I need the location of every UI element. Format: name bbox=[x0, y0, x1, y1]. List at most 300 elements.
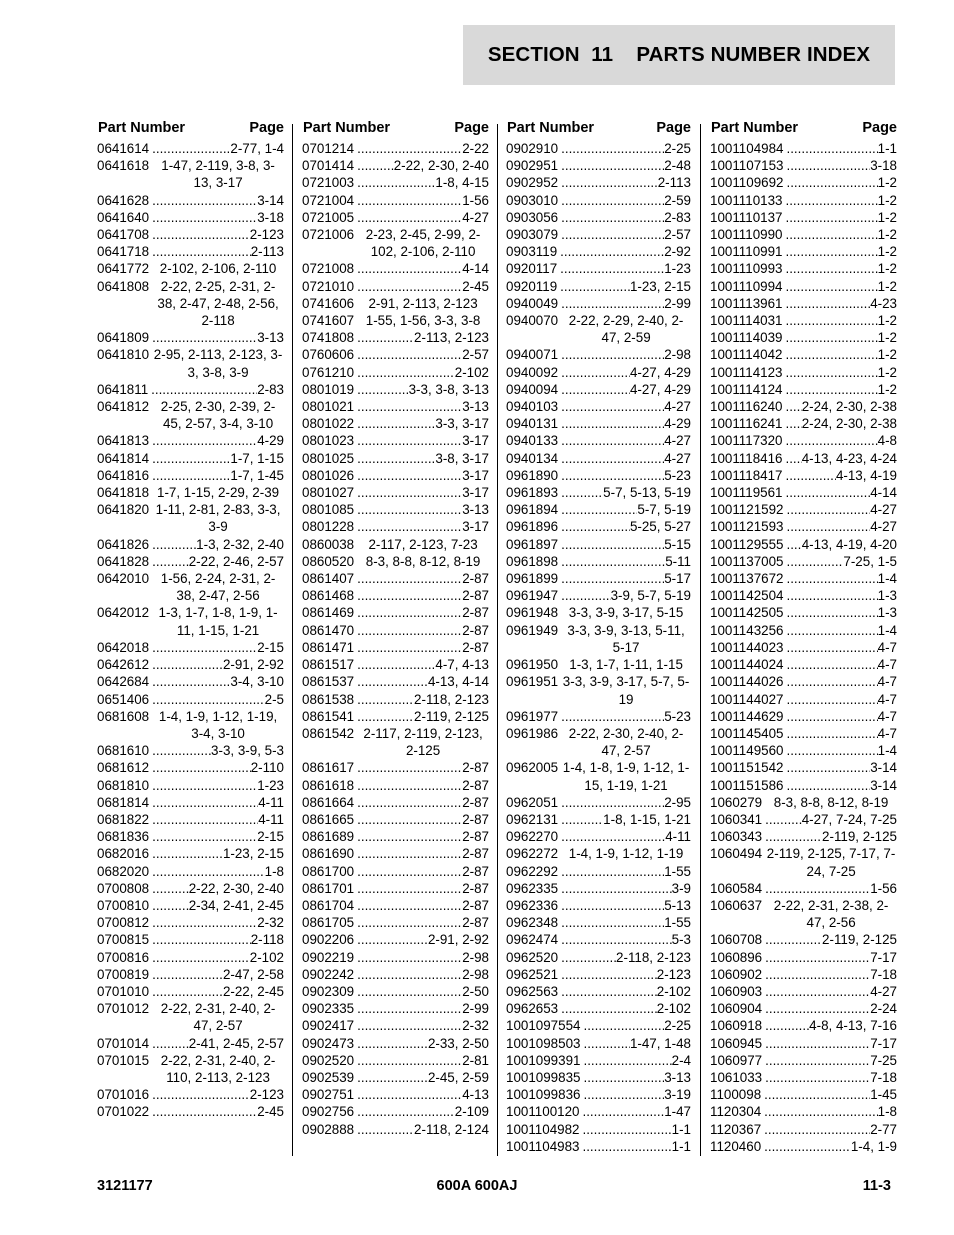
part-number: 1060279 bbox=[710, 794, 763, 810]
part-number: 0902952 bbox=[506, 175, 559, 191]
part-number: 0903010 bbox=[506, 192, 559, 208]
index-entry bbox=[506, 278, 691, 295]
part-number-heading: Part Number bbox=[711, 120, 799, 136]
page-references: 2-50 bbox=[462, 983, 489, 999]
page-references: 2-118, 2-124 bbox=[414, 1121, 489, 1137]
index-entry bbox=[302, 828, 489, 845]
part-number: 0641828 bbox=[97, 553, 150, 569]
page-references: 2-83 bbox=[664, 209, 691, 225]
part-number: 1001113961 bbox=[710, 295, 783, 311]
page-references: 3-14 bbox=[870, 777, 897, 793]
part-number: 0861517 bbox=[302, 657, 355, 673]
part-number: 0801023 bbox=[302, 433, 355, 449]
part-number: 0961896 bbox=[506, 519, 559, 535]
part-number: 0700810 bbox=[97, 897, 150, 913]
dot-leader bbox=[782, 192, 877, 209]
page-references: 4-13, 4-14 bbox=[427, 674, 489, 690]
page-references: 4-11 bbox=[665, 829, 691, 845]
page-references: 2-22, 2-30, 2-40, 2-47, 2-57 bbox=[568, 725, 684, 759]
part-number: 0861701 bbox=[302, 880, 355, 896]
dot-leader bbox=[354, 174, 435, 191]
index-entry bbox=[302, 536, 489, 553]
index-entry bbox=[302, 501, 489, 518]
page-references: 1-8, 4-15 bbox=[435, 175, 489, 191]
page-references: 2-117, 2-123, 7-23 bbox=[368, 536, 478, 552]
part-number: 1001114123 bbox=[710, 364, 783, 380]
index-entry bbox=[710, 432, 897, 449]
part-number: 0721010 bbox=[302, 278, 355, 294]
part-number: 0721004 bbox=[302, 192, 355, 208]
part-number: 0801019 bbox=[302, 381, 355, 397]
page-references: 7-17 bbox=[870, 1035, 897, 1051]
dot-leader bbox=[762, 1069, 870, 1086]
dot-leader bbox=[782, 432, 877, 449]
part-number: 0861470 bbox=[302, 622, 355, 638]
index-entry bbox=[97, 880, 284, 897]
page-references: 2-87 bbox=[462, 605, 489, 621]
page-references: 2-22, 2-30, 2-40 bbox=[393, 158, 489, 174]
page-references: 1-7, 1-15, 2-29, 2-39 bbox=[157, 485, 280, 501]
part-number: 0700816 bbox=[97, 949, 150, 965]
part-number: 0801228 bbox=[302, 519, 355, 535]
page-references: 1-2 bbox=[877, 227, 897, 243]
index-entry bbox=[97, 1086, 284, 1103]
index-entry bbox=[302, 1121, 489, 1138]
part-number: 0902219 bbox=[302, 949, 355, 965]
part-number: 0721006 bbox=[302, 227, 355, 243]
index-entry bbox=[710, 656, 897, 673]
index-entry bbox=[710, 295, 897, 312]
page-references: 1-55 bbox=[664, 915, 691, 931]
index-entry bbox=[302, 295, 489, 312]
part-number: 1001116241 bbox=[710, 416, 783, 432]
dot-leader bbox=[558, 553, 665, 570]
index-entry bbox=[506, 484, 691, 501]
page-references: 1-23 bbox=[664, 261, 691, 277]
part-number: 0641808 bbox=[97, 278, 150, 294]
dot-leader bbox=[580, 1035, 629, 1052]
page-references: 2-25 bbox=[664, 141, 691, 156]
part-number: 0861617 bbox=[302, 760, 355, 776]
page-references: 5-11 bbox=[665, 553, 691, 569]
dot-leader bbox=[783, 708, 877, 725]
dot-leader bbox=[558, 364, 630, 381]
part-number: 0902751 bbox=[302, 1087, 355, 1103]
dot-leader bbox=[354, 415, 435, 432]
page-references: 1-2 bbox=[877, 192, 897, 208]
document-number: 3121177 bbox=[97, 1178, 153, 1194]
part-number: 0641718 bbox=[97, 244, 150, 260]
part-number: 0903119 bbox=[506, 244, 558, 260]
page-references: 2-87 bbox=[462, 777, 489, 793]
part-number: 0861689 bbox=[302, 829, 355, 845]
index-entry bbox=[506, 346, 691, 363]
index-entry bbox=[506, 708, 691, 725]
part-number: 1001099391 bbox=[506, 1052, 581, 1068]
index-entry bbox=[302, 845, 489, 862]
page-references: 2-95 bbox=[664, 794, 691, 810]
index-entry bbox=[710, 518, 897, 535]
page-references: 1-2 bbox=[877, 313, 897, 329]
index-entry bbox=[710, 725, 897, 742]
index-entry bbox=[506, 1069, 691, 1086]
dot-leader bbox=[558, 828, 665, 845]
part-number: 0961899 bbox=[506, 571, 559, 587]
index-entry bbox=[506, 553, 691, 570]
dot-leader bbox=[762, 880, 870, 897]
part-number: 0681822 bbox=[97, 811, 150, 827]
page-references: 2-91, 2-113, 2-123 bbox=[368, 295, 478, 311]
index-entry bbox=[97, 811, 284, 828]
dot-leader bbox=[149, 828, 257, 845]
dot-leader bbox=[762, 966, 870, 983]
page-references: 4-27 bbox=[870, 502, 897, 518]
part-number: 0861542 bbox=[302, 725, 355, 741]
index-entry bbox=[97, 1000, 284, 1034]
index-entry bbox=[506, 828, 691, 845]
index-entry bbox=[506, 518, 691, 535]
index-entry bbox=[710, 329, 897, 346]
part-number: 1001099835 bbox=[506, 1069, 581, 1085]
dot-leader bbox=[149, 777, 257, 794]
dot-leader bbox=[783, 622, 877, 639]
part-number: 1001107153 bbox=[710, 158, 784, 174]
index-entry bbox=[710, 140, 897, 157]
part-number: 0962474 bbox=[506, 932, 559, 948]
dot-leader bbox=[558, 209, 664, 226]
dot-leader bbox=[762, 1035, 870, 1052]
part-number: 0861469 bbox=[302, 605, 355, 621]
page-references: 3-13 bbox=[257, 330, 284, 346]
dot-leader bbox=[354, 880, 462, 897]
index-entry bbox=[97, 1052, 284, 1086]
page-references: 2-15 bbox=[257, 829, 284, 845]
dot-leader bbox=[149, 794, 258, 811]
page-references: 3-17 bbox=[462, 485, 489, 501]
index-entry bbox=[302, 587, 489, 604]
part-number: 0861468 bbox=[302, 588, 355, 604]
index-entry bbox=[302, 398, 489, 415]
dot-leader bbox=[782, 398, 801, 415]
page-references: 1-3, 1-7, 1-11, 1-15 bbox=[569, 657, 683, 673]
part-number: 0940094 bbox=[506, 381, 559, 397]
index-entry bbox=[97, 140, 284, 157]
index-entry bbox=[506, 192, 691, 209]
index-entry bbox=[97, 845, 284, 862]
dot-leader bbox=[354, 587, 462, 604]
part-number: 1060708 bbox=[710, 932, 763, 948]
part-number: 1001142505 bbox=[710, 605, 784, 621]
index-entry bbox=[710, 450, 897, 467]
index-entry bbox=[302, 863, 489, 880]
index-column-3 bbox=[506, 118, 691, 1155]
page-references: 1-3 bbox=[877, 605, 897, 621]
part-number: 0760606 bbox=[302, 347, 355, 363]
dot-leader bbox=[558, 518, 630, 535]
page-references: 2-87 bbox=[462, 794, 489, 810]
dot-leader bbox=[558, 914, 664, 931]
dot-leader bbox=[783, 691, 877, 708]
part-number: 0920119 bbox=[506, 278, 558, 294]
part-number: 1001110137 bbox=[710, 209, 783, 225]
index-entry bbox=[710, 794, 897, 811]
page-references: 1-7, 1-15 bbox=[230, 450, 284, 466]
index-entry bbox=[97, 381, 284, 398]
part-number: 0861537 bbox=[302, 674, 355, 690]
page-references: 5-15 bbox=[664, 536, 691, 552]
part-number: 1060343 bbox=[710, 829, 763, 845]
index-entry bbox=[710, 570, 897, 587]
dot-leader bbox=[149, 897, 189, 914]
part-number: 1001144024 bbox=[710, 657, 784, 673]
part-number: 1001104983 bbox=[506, 1138, 580, 1154]
page-references: 1-55 bbox=[664, 863, 691, 879]
page-references: 1-4 bbox=[877, 571, 897, 587]
index-entry bbox=[710, 192, 897, 209]
dot-leader bbox=[783, 553, 843, 570]
index-entry bbox=[710, 880, 897, 897]
index-entry bbox=[302, 880, 489, 897]
index-entry bbox=[97, 467, 284, 484]
entry-list bbox=[302, 140, 489, 1138]
page-references: 2-24, 2-30, 2-38 bbox=[801, 399, 897, 415]
part-number: 0641816 bbox=[97, 467, 150, 483]
index-entry bbox=[302, 673, 489, 690]
index-entry bbox=[97, 1103, 284, 1120]
dot-leader bbox=[762, 931, 822, 948]
part-number: 1001114124 bbox=[710, 381, 783, 397]
index-entry bbox=[506, 966, 691, 983]
index-entry bbox=[97, 742, 284, 759]
dot-leader bbox=[354, 639, 462, 656]
dot-leader bbox=[557, 278, 630, 295]
dot-leader bbox=[149, 226, 250, 243]
index-entry bbox=[302, 432, 489, 449]
page-references: 2-22, 2-25, 2-31, 2-38, 2-47, 2-48, 2-56, 2-118 bbox=[157, 278, 279, 329]
dot-leader bbox=[558, 570, 664, 587]
index-entry bbox=[506, 450, 691, 467]
index-entry bbox=[97, 828, 284, 845]
index-entry bbox=[710, 1103, 897, 1120]
index-entry bbox=[97, 553, 284, 570]
page-references: 1-2 bbox=[877, 261, 897, 277]
index-entry bbox=[710, 536, 897, 553]
dot-leader bbox=[354, 1052, 462, 1069]
index-entry bbox=[302, 656, 489, 673]
page-references: 4-7 bbox=[877, 725, 897, 741]
page-references: 3-14 bbox=[870, 760, 897, 776]
page-references: 1-2 bbox=[877, 209, 897, 225]
dot-leader bbox=[354, 1035, 428, 1052]
index-entry bbox=[302, 364, 489, 381]
index-entry bbox=[97, 691, 284, 708]
part-number: 0641812 bbox=[97, 399, 150, 415]
part-number: 1100098 bbox=[710, 1087, 762, 1103]
part-number: 1001142504 bbox=[710, 588, 784, 604]
part-number: 0962563 bbox=[506, 983, 559, 999]
index-entry bbox=[302, 226, 489, 260]
part-number: 1060918 bbox=[710, 1018, 763, 1034]
part-number-heading: Part Number bbox=[303, 120, 391, 136]
dot-leader bbox=[354, 501, 462, 518]
part-number: 0641640 bbox=[97, 209, 150, 225]
index-entry bbox=[97, 209, 284, 226]
index-entry bbox=[506, 140, 691, 157]
page-references: 1-2 bbox=[877, 364, 897, 380]
dot-leader bbox=[558, 140, 664, 157]
dot-leader bbox=[354, 656, 435, 673]
index-entry bbox=[506, 209, 691, 226]
part-number: 1001144027 bbox=[710, 691, 784, 707]
part-number: 1001114042 bbox=[710, 347, 783, 363]
part-number: 0961947 bbox=[506, 588, 559, 604]
page-references: 2-99 bbox=[462, 1001, 489, 1017]
dot-leader bbox=[558, 415, 664, 432]
page-references: 4-27 bbox=[664, 450, 691, 466]
page-references: 2-118, 2-123 bbox=[616, 949, 691, 965]
part-number: 1061033 bbox=[710, 1069, 763, 1085]
part-number: 1060902 bbox=[710, 966, 763, 982]
index-entry bbox=[97, 536, 284, 553]
dot-leader bbox=[558, 346, 664, 363]
page-references: 1-2 bbox=[877, 278, 897, 294]
part-number: 0961950 bbox=[506, 657, 559, 673]
page-references: 4-29 bbox=[257, 433, 284, 449]
index-entry bbox=[302, 278, 489, 295]
page-references: 2-119, 2-125, 7-17, 7-24, 7-25 bbox=[766, 846, 896, 879]
index-entry bbox=[97, 260, 284, 277]
page-references: 3-3, 3-9, 5-3 bbox=[211, 743, 284, 759]
index-entry bbox=[302, 484, 489, 501]
page-references: 4-27 bbox=[462, 209, 489, 225]
index-entry bbox=[710, 398, 897, 415]
page-references: 1-47, 1-48 bbox=[629, 1035, 691, 1051]
part-number: 0962336 bbox=[506, 897, 559, 913]
index-entry bbox=[506, 1103, 691, 1120]
index-entry bbox=[302, 794, 489, 811]
dot-leader bbox=[149, 553, 189, 570]
index-entry bbox=[710, 174, 897, 191]
page-references: 1-2 bbox=[877, 244, 897, 260]
dot-leader bbox=[354, 966, 462, 983]
index-entry bbox=[97, 914, 284, 931]
page-references: 2-25, 2-30, 2-39, 2-45, 2-57, 3-4, 3-10 bbox=[160, 399, 276, 432]
page-references: 2-123 bbox=[249, 227, 284, 243]
part-number: 0701015 bbox=[97, 1052, 150, 1068]
dot-leader bbox=[354, 329, 414, 346]
index-entry bbox=[506, 1121, 691, 1138]
part-number: 0641810 bbox=[97, 347, 150, 363]
dot-leader bbox=[149, 759, 251, 776]
dot-leader bbox=[783, 501, 870, 518]
page-references: 4-7 bbox=[877, 708, 897, 724]
page-references: 2-32 bbox=[257, 915, 284, 931]
index-entry bbox=[506, 174, 691, 191]
page-references: 4-27 bbox=[664, 399, 691, 415]
part-number: 0861690 bbox=[302, 846, 355, 862]
index-entry bbox=[710, 587, 897, 604]
part-number: 1001118416 bbox=[710, 450, 783, 466]
dot-leader bbox=[783, 656, 877, 673]
part-number: 0962005 bbox=[506, 760, 559, 776]
page-references: 2-22, 2-31, 2-40, 2-47, 2-57 bbox=[160, 1001, 276, 1034]
index-entry bbox=[710, 1017, 897, 1034]
part-number: 0701016 bbox=[97, 1087, 150, 1103]
page-references: 2-59 bbox=[664, 192, 691, 208]
part-number: 0962051 bbox=[506, 794, 559, 810]
page-references: 3-13 bbox=[462, 502, 489, 518]
dot-leader bbox=[762, 949, 870, 966]
part-number: 1120367 bbox=[710, 1121, 762, 1137]
index-entry bbox=[710, 639, 897, 656]
part-number: 0861471 bbox=[302, 639, 355, 655]
page-references: 7-18 bbox=[870, 966, 897, 982]
dot-leader bbox=[558, 381, 630, 398]
page-references: 3-3, 3-9, 3-17, 5-15 bbox=[568, 605, 684, 621]
page-references: 2-23, 2-45, 2-99, 2-102, 2-106, 2-110 bbox=[365, 227, 481, 260]
dot-leader bbox=[761, 1138, 851, 1155]
dot-leader bbox=[558, 949, 616, 966]
part-number: 0801025 bbox=[302, 450, 355, 466]
page-references: 3-3, 3-9, 3-17, 5-7, 5-19 bbox=[562, 674, 690, 707]
column-divider bbox=[292, 124, 293, 1156]
index-entry bbox=[97, 897, 284, 914]
part-number: 1060494 bbox=[710, 846, 763, 862]
dot-leader bbox=[354, 1000, 462, 1017]
page-references: 2-22, 2-30, 2-40 bbox=[188, 880, 284, 896]
index-entry bbox=[302, 415, 489, 432]
page-references: 2-87 bbox=[462, 622, 489, 638]
page-references: 7-25, 1-5 bbox=[843, 553, 897, 569]
index-entry bbox=[302, 914, 489, 931]
part-number: 0641809 bbox=[97, 330, 150, 346]
dot-leader bbox=[558, 192, 664, 209]
page-references: 4-14 bbox=[462, 261, 489, 277]
page-references: 8-3, 8-8, 8-12, 8-19 bbox=[365, 553, 481, 569]
index-entry bbox=[302, 346, 489, 363]
dot-leader bbox=[354, 484, 462, 501]
page-references: 2-113 bbox=[657, 175, 691, 191]
index-entry bbox=[506, 759, 691, 793]
index-entry bbox=[710, 260, 897, 277]
part-number: 0701014 bbox=[97, 1035, 150, 1051]
entry-list bbox=[506, 140, 691, 1155]
page-references: 2-87 bbox=[462, 760, 489, 776]
part-number: 0902473 bbox=[302, 1035, 355, 1051]
page-references: 1-47, 2-119, 3-8, 3-13, 3-17 bbox=[161, 158, 275, 191]
page-references: 4-13, 4-19, 4-20 bbox=[801, 536, 897, 552]
part-number: 0861618 bbox=[302, 777, 355, 793]
page-references: 8-3, 8-8, 8-12, 8-19 bbox=[773, 794, 889, 810]
dot-leader bbox=[149, 329, 257, 346]
dot-leader bbox=[354, 260, 462, 277]
page-references: 4-29 bbox=[664, 416, 691, 432]
index-entry bbox=[97, 708, 284, 742]
page-references: 2-98 bbox=[462, 966, 489, 982]
dot-leader bbox=[782, 226, 877, 243]
dot-leader bbox=[149, 983, 223, 1000]
dot-leader bbox=[354, 1121, 414, 1138]
part-number: 0962653 bbox=[506, 1001, 559, 1017]
page-references: 2-22, 2-31, 2-40, 2-110, 2-113, 2-123 bbox=[160, 1052, 276, 1085]
page-references: 2-22, 2-31, 2-38, 2-47, 2-56 bbox=[773, 897, 889, 931]
dot-leader bbox=[354, 278, 462, 295]
page-references: 4-27 bbox=[870, 519, 897, 535]
part-number: 1001151586 bbox=[710, 777, 784, 793]
part-number: 0860520 bbox=[302, 553, 355, 569]
part-number: 0902539 bbox=[302, 1069, 355, 1085]
index-entry bbox=[302, 622, 489, 639]
